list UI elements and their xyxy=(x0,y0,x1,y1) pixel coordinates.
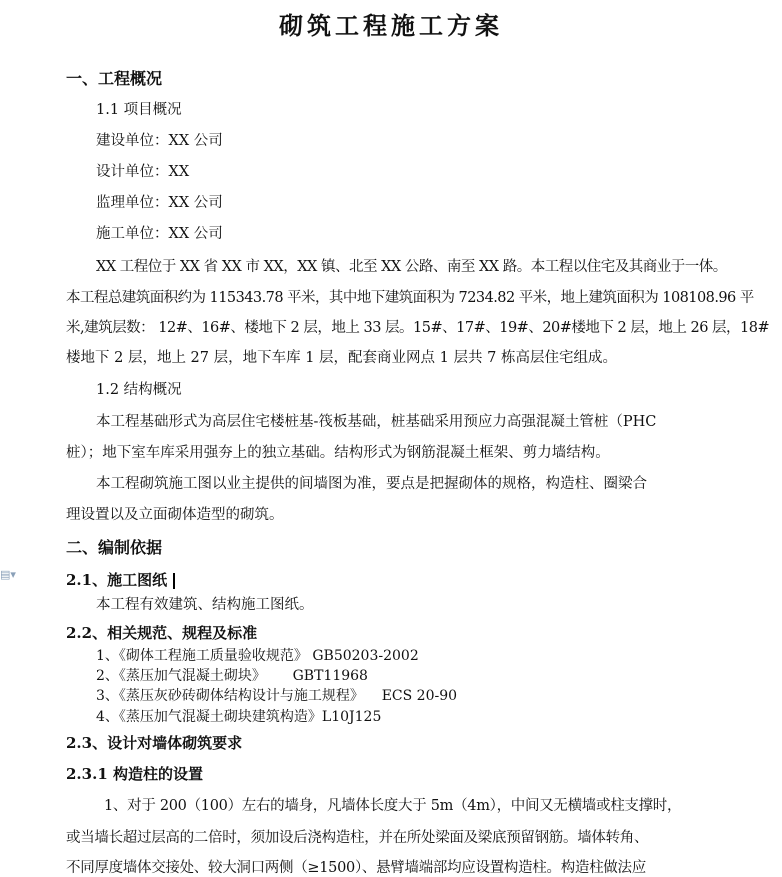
supervisor-line: 监理单位：XX 公司 xyxy=(96,195,223,211)
overview-para-line-3: 米,建筑层数： 12#、16#、楼地下 2 层，地上 33 层。15#、17#、19#、20#楼地下 2 层，地上 26 层，18# xyxy=(66,320,770,336)
document-title: 砌筑工程施工方案 xyxy=(279,11,503,40)
overview-para-line-2: 本工程总建筑面积约为 115343.78 平米，其中地下建筑面积为 7234.82 平米，地上建筑面积为 108108.96 平 xyxy=(66,290,754,306)
overview-para-line-1: XX 工程位于 XX 省 XX 市 XX，XX 镇、北至 XX 公路、南至 XX 路。本工程以住宅及其商业于一体。 xyxy=(96,259,727,275)
column-para-line-1: 1、对于 200（100）左右的墙身，凡墙体长度大于 5m（4m），中间又无横墙或柱支撑时， xyxy=(104,798,682,814)
overview-para-line-4: 楼地下 2 层，地上 27 层，地下车库 1 层，配套商业网点 1 层共 7 栋高层住宅组成。 xyxy=(66,350,617,366)
subsection-2-1 xyxy=(66,569,175,590)
paragraph-marker-icon[interactable]: ▤▾ xyxy=(0,568,16,581)
reference-item: 1、《砌体工程施工质量验收规范》 GB50203-2002 xyxy=(96,648,419,664)
designer-line: 设计单位：XX xyxy=(96,164,190,180)
masonry-para-line-2: 理设置以及立面砌体造型的砌筑。 xyxy=(66,507,284,523)
structure-para-line-2: 桩）；地下室车库采用强夯上的独立基础。结构形式为钢筋混凝土框架、剪力墙结构。 xyxy=(66,445,610,461)
subsection-1-2: 1.2 结构概况 xyxy=(96,382,182,398)
owner-line: 建设单位：XX 公司 xyxy=(96,133,223,149)
subsection-2-2: 2.2、相关规范、规程及标准 xyxy=(66,624,258,642)
text-cursor xyxy=(173,573,175,589)
section-1-heading: 一、工程概况 xyxy=(66,69,163,88)
reference-item: 2、《蒸压加气混凝土砌块》 GBT11968 xyxy=(96,668,368,684)
section-2-heading: 二、编制依据 xyxy=(66,538,163,557)
structure-para-line-1: 本工程基础形式为高层住宅楼桩基-筏板基础，桩基础采用预应力高强混凝土管桩（PHC xyxy=(96,414,657,430)
subsection-2-3-1: 2.3.1 构造柱的设置 xyxy=(66,765,203,783)
subsection-1-1: 1.1 项目概况 xyxy=(96,102,182,118)
reference-item: 3、《蒸压灰砂砖砌体结构设计与施工规程》 ECS 20-90 xyxy=(96,688,458,704)
contractor-line: 施工单位：XX 公司 xyxy=(96,226,223,242)
column-para-line-2: 或当墙长超过层高的二倍时，须加设后浇构造柱，并在所处梁面及梁底预留钢筋。墙体转角、 xyxy=(66,830,649,846)
subsection-2-1-label: 2.1、施工图纸 xyxy=(66,571,168,589)
column-para-line-3: 不同厚度墙体交接处、较大洞口两侧（≥1500）、悬臂墙端部均应设置构造柱。构造柱做法应 xyxy=(66,860,646,876)
masonry-para-line-1: 本工程砌筑施工图以业主提供的间墙图为准，要点是把握砌体的规格，构造柱、圈梁合 xyxy=(96,476,647,492)
reference-item: 4、《蒸压加气混凝土砌块建筑构造》L10J125 xyxy=(96,709,382,725)
drawings-text: 本工程有效建筑、结构施工图纸。 xyxy=(96,597,314,613)
subsection-2-3: 2.3、设计对墙体砌筑要求 xyxy=(66,734,243,752)
